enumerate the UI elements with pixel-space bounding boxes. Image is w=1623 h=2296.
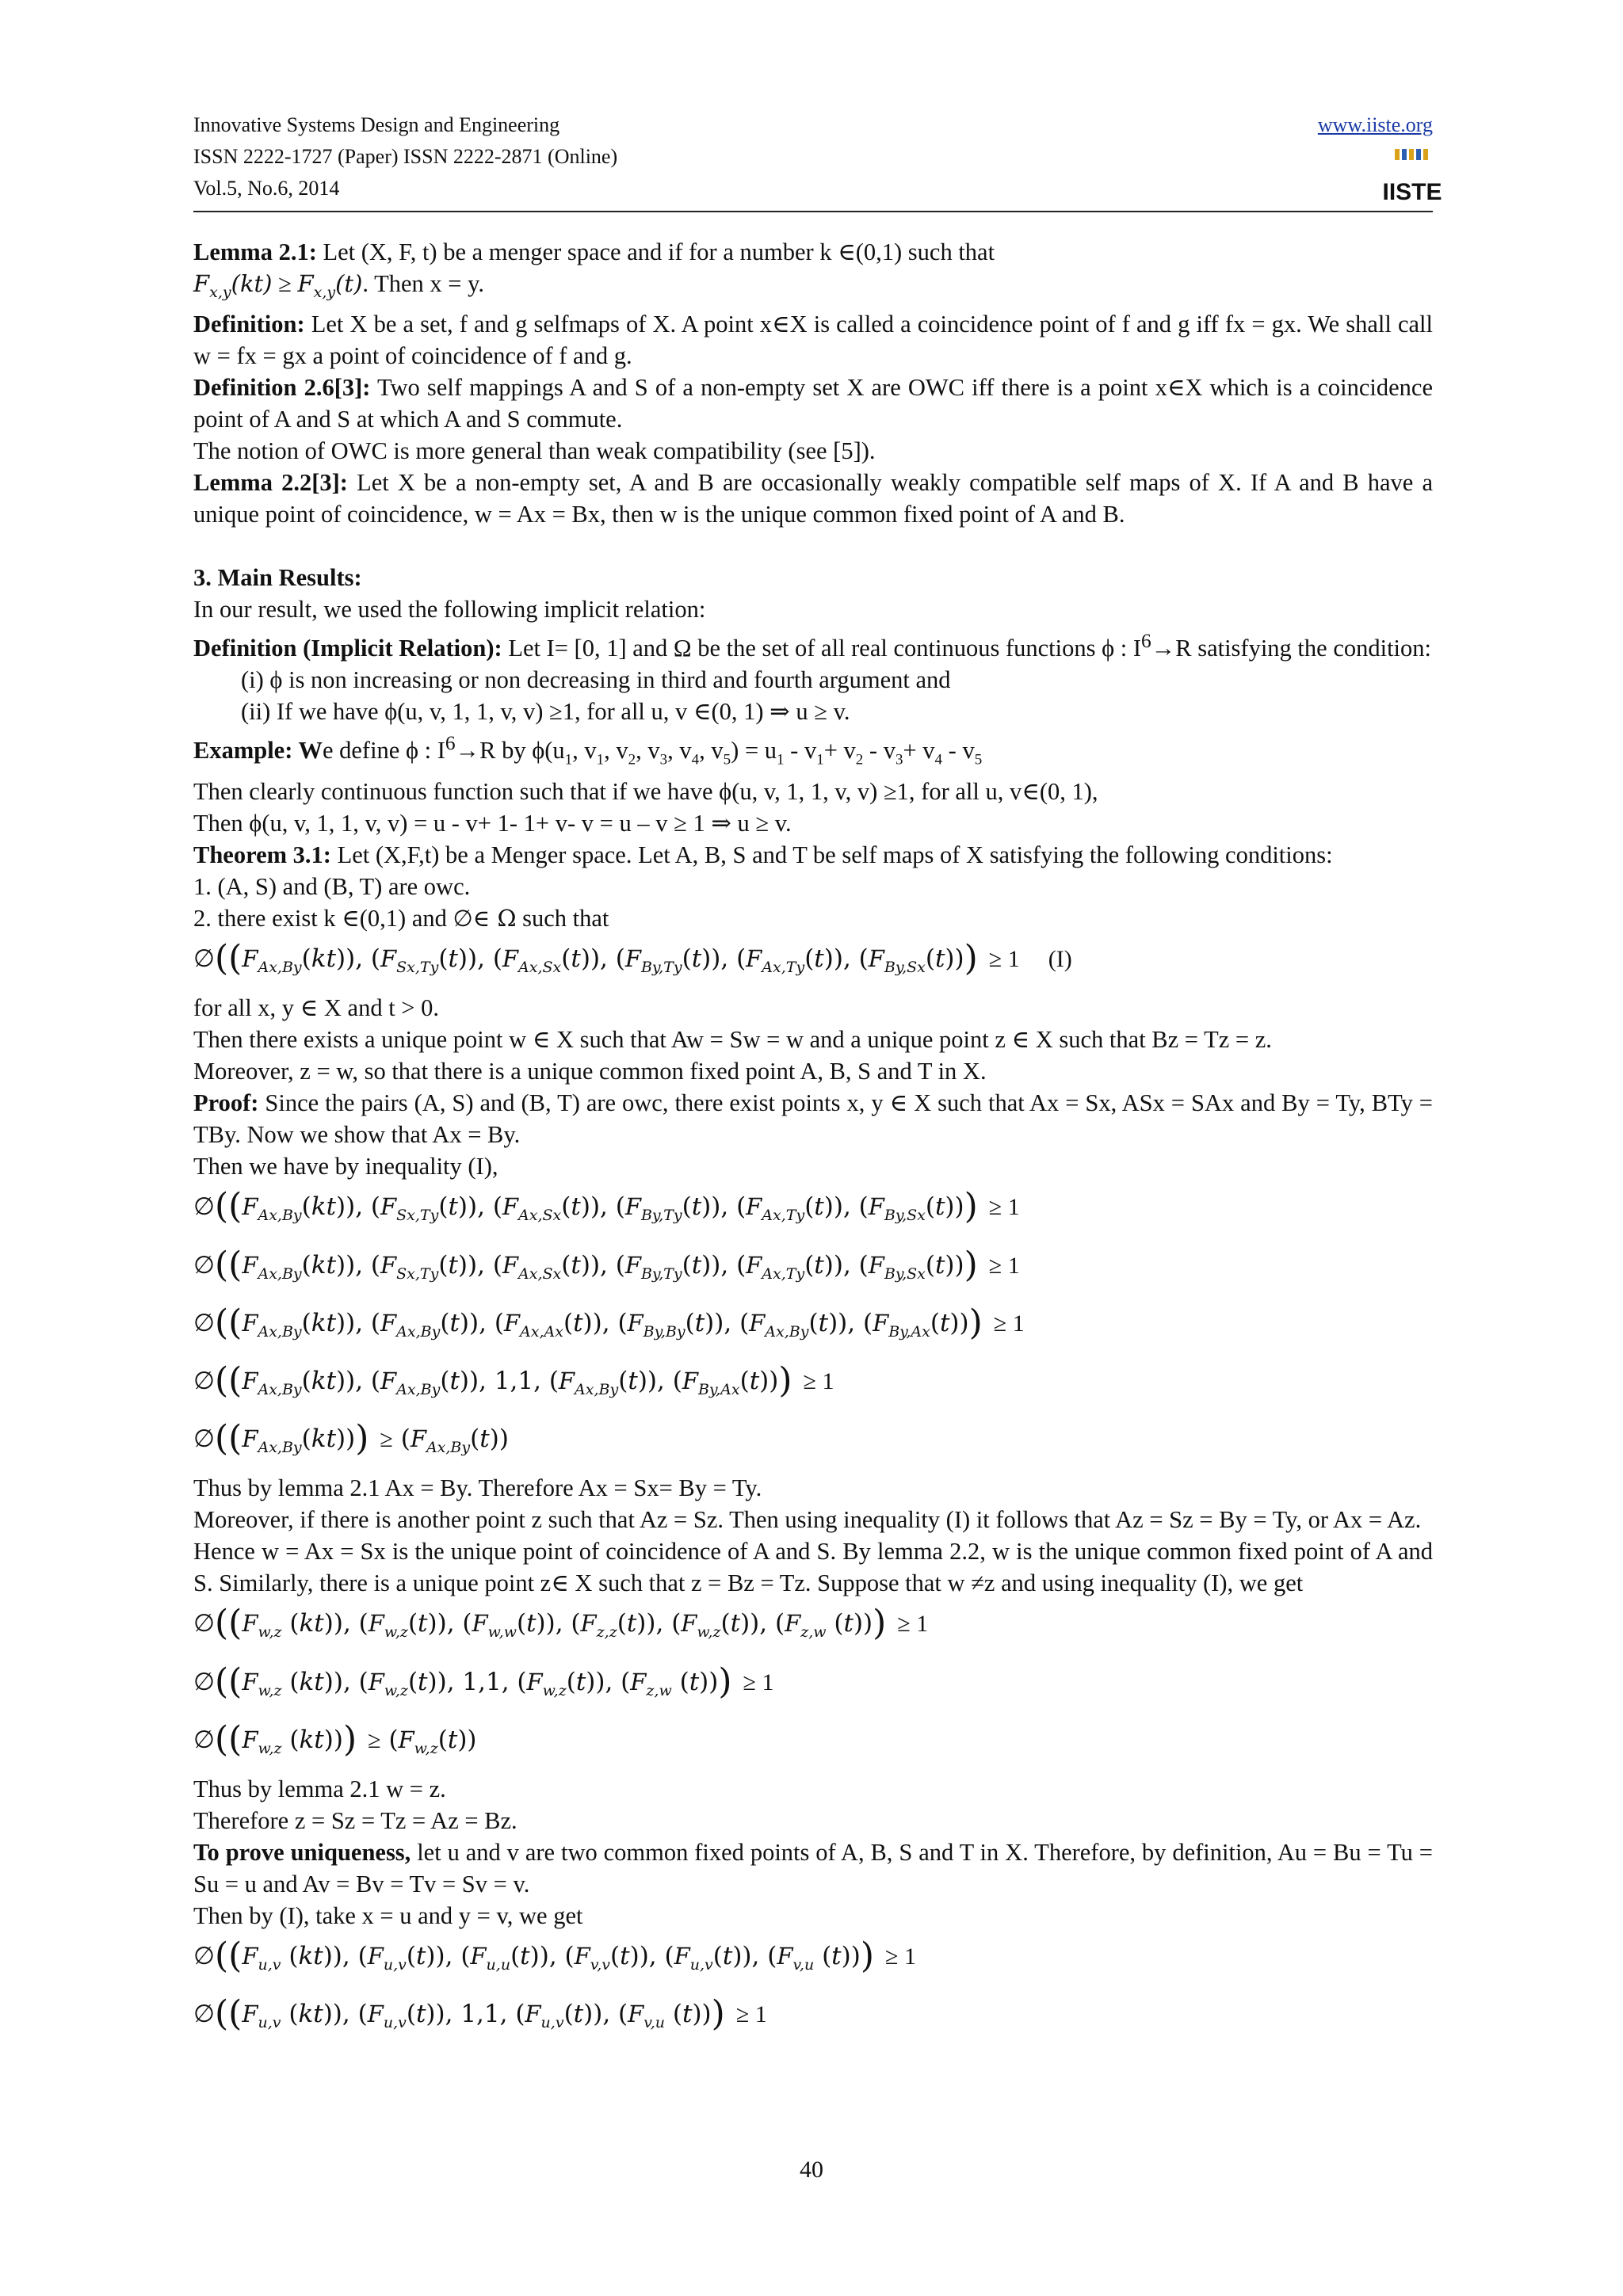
page-number: 40 bbox=[800, 2157, 823, 2183]
section-3-title: 3. Main Results: bbox=[193, 563, 362, 591]
lemma-2-2-text: Let X be a non-empty set, A and B are occasionally weakly compatible self maps of X. If A and B have a unique point of coincidence, w = Ax = Bx, then w is the unique common fixed point of A and B. bbox=[193, 468, 1433, 528]
proof-step-1: $\emptyset((F_{Ax,By}(kt))$, $(F_{Sx,Ty}(t))$, $(F_{Ax,Sx}(t))$, $(F_{By,Ty}(t))$, $(F_{Ax,Ty}(t))$, $(F_{By,Sx}(t))) \ge 1$ bbox=[193, 1186, 1020, 1227]
definition-2-6 bbox=[193, 372, 1433, 435]
example-line-2: Then clearly continuous function such that if we have ϕ(u, v, 1, 1, v, v) ≥1, for all u, v∈(0, 1), bbox=[193, 778, 1098, 806]
example: Example: We define ϕ : $I^6\to R$ by $\phi(u_1$, $v_1$, $v_2$, $v_3$, $v_4$, $v_5) = u_1 - v_1+ v_2 - v_3+ v_4 - v_5$ bbox=[193, 731, 983, 769]
theorem-condition-1: 1. (A, S) and (B, T) are owc. bbox=[193, 873, 471, 901]
journal-url-link[interactable]: www.iiste.org bbox=[1317, 113, 1433, 136]
proof-inequality-intro: Then we have by inequality (I), bbox=[193, 1153, 498, 1180]
definition-2-6-title: Definition 2.6[3]: bbox=[193, 373, 371, 401]
section-3-intro: In our result, we used the following implicit relation: bbox=[193, 595, 706, 623]
proof-conclusion-4: Thus by lemma 2.1 w = z. bbox=[193, 1775, 446, 1802]
proof-step-5: $\emptyset((F_{Ax,By}(kt))) \ge (F_{Ax,By}(t))$ bbox=[193, 1418, 509, 1459]
proof-conclusion-1: Thus by lemma 2.1 Ax = By. Therefore Ax = Sx= By = Ty. bbox=[193, 1474, 762, 1502]
proof-step-6: $\emptyset((F_{w,z}$ (kt)), $(F_{w,z}(t))$, $(F_{w,w}(t))$, $(F_{z,z}(t))$, $(F_{w,z}(t))$, ($F_{z,w}$ (t))) ≥ 1 bbox=[193, 1603, 929, 1644]
inequality-I: $\emptyset((F_{Ax,By}(kt))$, $(F_{Sx,Ty}(t))$, $(F_{Ax,Sx}(t))$, $(F_{By,Ty}(t))$, $(F_{Ax,Ty}(t))$, $(F_{By,Sx}(t))) \ge 1$ (I) bbox=[193, 938, 1072, 979]
condition-i: (i) ϕ is non increasing or non decreasing in third and fourth argument and bbox=[241, 666, 951, 693]
journal-header bbox=[193, 109, 617, 204]
logo-text: IISTE bbox=[1382, 179, 1442, 205]
lemma-2-2-title: Lemma 2.2[3]: bbox=[193, 468, 348, 496]
definition-2-6-text: Two self mappings A and S of a non-empty set X are OWC iff there is a point x∈X which is a coincidence point of A and S at which A and S commute. bbox=[193, 373, 1433, 433]
for-all-clause: for all x, y ∈ X and t > 0. bbox=[193, 994, 439, 1022]
definition-text: Let X be a set, f and g selfmaps of X. A point x∈X is called a coincidence point of f and g iff fx = gx. We shall call w = fx = gx a point of coincidence of f and g. bbox=[193, 310, 1433, 369]
condition-ii: (ii) If we have ϕ(u, v, 1, 1, v, v) ≥1, for all u, v ∈(0, 1) ⇒ u ≥ v. bbox=[241, 697, 850, 725]
implicit-relation-definition: Definition (Implicit Relation): Let I= [0, 1] and Ω be the set of all real continuous functions ϕ : $I^6\to R$ satisfying the condition: bbox=[193, 629, 1432, 662]
proof: Proof: Since the pairs (A, S) and (B, T) are owc, there exist points x, y ∈ X such that Ax = Sx, ASx = SAx and By = Ty, BTy = TBy. Now we show that Ax = By. bbox=[193, 1089, 1433, 1149]
lemma-2-1-text: Let (X, F, t) be a menger space and if for a number k ∈(0,1) such that bbox=[316, 238, 995, 265]
proof-conclusion-5: Therefore z = Sz = Tz = Az = Bz. bbox=[193, 1806, 517, 1834]
proof-step-4: $\emptyset((F_{Ax,By}(kt))$, $(F_{Ax,By}(t))$, 1,1, $(F_{Ax,By}(t))$, $(F_{By,Ax}(t))) \ge 1$ bbox=[193, 1360, 834, 1401]
uniqueness-step-intro: Then by (I), take x = u and y = v, we get bbox=[193, 1901, 583, 1929]
journal-issn: ISSN 2222-1727 (Paper) ISSN 2222-2871 (Online) bbox=[193, 145, 618, 168]
article-body bbox=[193, 236, 1433, 2047]
theorem-conclusion-1: Then there exists a unique point w ∈ X such that Aw = Sw = w and a unique point z ∈ X such that Bz = Tz = z. bbox=[193, 1026, 1272, 1054]
proof-step-2: $\emptyset((F_{Ax,By}(kt))$, $(F_{Sx,Ty}(t))$, $(F_{Ax,Sx}(t))$, $(F_{By,Ty}(t))$, $(F_{Ax,Ty}(t))$, $(F_{By,Sx}(t))) \ge 1$ bbox=[193, 1244, 1020, 1285]
example-line-3: Then ϕ(u, v, 1, 1, v, v) = u - v+ 1- 1+ v- v = u – v ≥ 1 ⇒ u ≥ v. bbox=[193, 810, 792, 837]
proof-conclusion-3: Hence w = Ax = Sx is the unique point of coincidence of A and S. By lemma 2.2, w is the unique common fixed point of A and S. Similarly, there is a unique point z∈ X such that z = Bz = Tz. Suppose that w ≠z and using inequality (I), we get bbox=[193, 1538, 1433, 1597]
proof-step-9: $\emptyset((F_{u,v}$ (kt)), $(F_{u,v}(t))$, $(F_{u,u}(t))$, $(F_{v,v}(t))$, $(F_{u,v}(t))$, ($F_{v,u}$ (t))) ≥ 1 bbox=[193, 1935, 916, 1976]
theorem-3-1: Theorem 3.1: Let (X,F,t) be a Menger space. Let A, B, S and T be self maps of X satisfying the following conditions: bbox=[193, 841, 1333, 869]
header-rule bbox=[193, 211, 1433, 212]
journal-name: Innovative Systems Design and Engineering bbox=[193, 113, 560, 136]
definition-title: Definition: bbox=[193, 310, 305, 338]
proof-step-8: $\emptyset((F_{w,z}$ $(kt))) \ge (F_{w,z}(t))$ bbox=[193, 1718, 477, 1760]
proof-conclusion-2: Moreover, if there is another point z such that Az = Sz. Then using inequality (I) it follows that Az = Sz = By = Ty, or Ax = Az. bbox=[193, 1506, 1422, 1534]
lemma-2-1-formula: $F_{x,y}(kt) \ge F_{x,y}(t)$. Then x = y. bbox=[193, 270, 484, 301]
theorem-condition-2: 2. there exist k ∈(0,1) and ∅∈ Ω such that bbox=[193, 905, 609, 933]
lemma-2-1 bbox=[193, 236, 1433, 268]
owc-note: The notion of OWC is more general than weak compatibility (see [5]). bbox=[193, 437, 876, 464]
proof-step-10: $\emptyset((F_{u,v}$ (kt)), $(F_{u,v}(t))$, 1,1, $(F_{u,v}(t))$, ($F_{v,u}$ (t))) ≥ 1 bbox=[193, 1993, 767, 2035]
proof-step-7: $\emptyset((F_{w,z}$ (kt)), $(F_{w,z}(t))$, 1,1, $(F_{w,z}(t))$, ($F_{z,w}$ (t))) ≥ 1 bbox=[193, 1661, 774, 1702]
definition bbox=[193, 308, 1433, 372]
uniqueness-proof: To prove uniqueness, let u and v are two common fixed points of A, B, S and T in X. Therefore, by definition, Au = Bu = Tu = Su = u and Av = Bv = Tv = Sv = v. bbox=[193, 1838, 1433, 1897]
proof-step-3: $\emptyset((F_{Ax,By}(kt))$, $(F_{Ax,By}(t))$, $(F_{Ax,Ax}(t))$, $(F_{By,By}(t))$, $(F_{Ax,By}(t))$, $(F_{By,Ax}(t))) \ge 1$ bbox=[193, 1302, 1025, 1343]
iiste-logo bbox=[1382, 147, 1442, 205]
journal-volume: Vol.5, No.6, 2014 bbox=[193, 177, 340, 200]
lemma-2-1-title: Lemma 2.1: bbox=[193, 238, 317, 265]
theorem-conclusion-2: Moreover, z = w, so that there is a unique common fixed point A, B, S and T in X. bbox=[193, 1058, 987, 1085]
lemma-2-2 bbox=[193, 467, 1433, 530]
